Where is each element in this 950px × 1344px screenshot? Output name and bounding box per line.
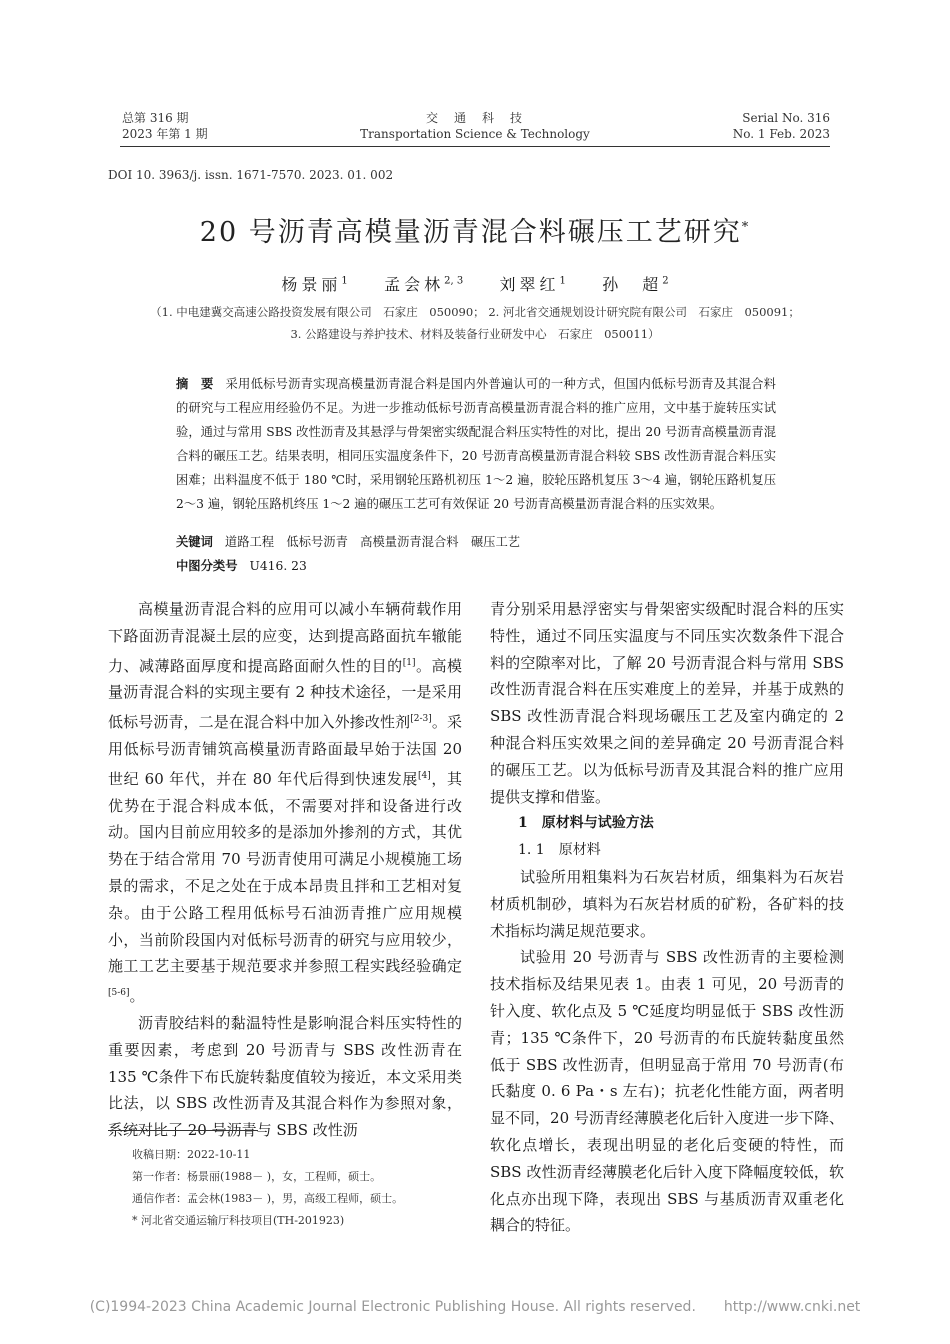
- footnote-received: 收稿日期：2022-10-11: [132, 1148, 251, 1161]
- header-journal-cn: 交 通 科 技: [425, 111, 524, 125]
- affiliation-line-2: 3. 公路建设与养护技术、材料及装备行业研发中心 石家庄 050011）: [290, 327, 660, 341]
- header-issue: [122, 110, 208, 142]
- keywords: [176, 532, 776, 550]
- header-date: No. 1 Feb. 2023: [732, 127, 830, 141]
- header-journal: [300, 110, 650, 142]
- footnote-fund: * 河北省交通运输厅科技项目(TH-201923): [132, 1214, 345, 1227]
- citation: [2-3]: [410, 714, 432, 725]
- author: 刘翠红$^1$: [499, 275, 566, 294]
- abstract: [176, 372, 776, 516]
- body-paragraph: 沥青胶结料的黏温特性是影响混合料压实特性的重要因素，考虑到 20 号沥青与 SBS 改性沥青在 135 ℃条件下布氏旋转黏度值较为接近，本文采用类比法，以 SBS 改性沥青及其混合料作为参照对象，系统对比了 20 号沥青与 SBS 改性沥: [108, 1013, 462, 1140]
- body-right-column: [490, 596, 844, 1239]
- section-heading: 1 原材料与试验方法: [518, 815, 654, 832]
- header-serial-no: Serial No. 316: [742, 111, 830, 125]
- footnote-first-author: 第一作者：杨景丽(1988－ )，女，工程师，硕士。: [132, 1170, 382, 1183]
- header-serial: [733, 110, 830, 142]
- author-list: [100, 272, 850, 295]
- body-paragraph: 试验所用粗集料为石灰岩材质，细集料为石灰岩材质机制砂，填料为石灰岩材质的矿粉，各矿料的技术指标均满足规范要求。: [490, 867, 844, 940]
- body-paragraph: 青分别采用悬浮密实与骨架密实级配时混合料的压实特性，通过不同压实温度与不同压实次数条件下混合料的空隙率对比，了解 20 号沥青混合料与常用 SBS 改性沥青混合料在压实难度上的差异，并基于成熟的 SBS 改性沥青混合料现场碾压工艺及室内确定的 2 种混合料压实效果之间的差异确定 20 号沥青混合料的碾压工艺。以为低标号沥青及其混合料的推广应用提供支撑和借鉴。: [490, 600, 844, 806]
- clc-number: [176, 556, 776, 574]
- author: 杨景丽$^1$: [281, 275, 348, 294]
- clc-label: 中图分类号: [176, 558, 238, 573]
- copyright-footer: (C)1994-2023 China Academic Journal Electronic Publishing House. All rights reserved. http://www.cnki.net: [89, 1299, 861, 1315]
- abstract-text: 采用低标号沥青实现高模量沥青混合料是国内外普遍认可的一种方式，但国内低标号沥青及其混合料的研究与工程应用经验仍不足。为进一步推动低标号沥青高模量沥青混合料的推广应用，文中基于旋转压实试验，通过与常用 SBS 改性沥青及其悬浮与骨架密实级配混合料压实特性的对比，提出 20 号沥青高模量沥青混合料的碾压工艺。结果表明，相同压实温度条件下，20 号沥青高模量沥青混合料较 SBS 改性沥青混合料压实困难；出料温度不低于 180 ℃时，采用钢轮压路机初压 1～2 遍，胶轮压路机复压 3～4 遍，钢轮压路机复压 2～3 遍，钢轮压路机终压 1～2 遍的碾压工艺可有效保证 20 号沥青高模量沥青混合料的压实效果。: [176, 377, 776, 511]
- title-footnote-mark: *: [741, 220, 751, 235]
- paper-title: [100, 210, 850, 249]
- footnote-corresponding: 通信作者：孟会林(1983－ )，男，高级工程师，硕士。: [132, 1192, 404, 1205]
- body-left-column: [108, 596, 462, 1144]
- clc-text: U416. 23: [249, 559, 307, 573]
- header-journal-en: Transportation Science & Technology: [360, 127, 590, 141]
- footnote-divider: [108, 1130, 258, 1131]
- body-paragraph: 试验用 20 号沥青与 SBS 改性沥青的主要检测技术指标及结果见表 1。由表 1 可见，20 号沥青的针入度、软化点及 5 ℃延度均明显低于 SBS 改性沥青；135 ℃条件下，20 号沥青的布氏旋转黏度虽然低于 SBS 改性沥青，但明显高于常用 70 号沥青(布氏黏度 0. 6 Pa・s 左右)；抗老化性能方面，两者明显不同，20 号沥青经薄膜老化后针入度进一步下降、软化点增长，表现出明显的老化后变硬的特性，而 SBS 改性沥青经薄膜老化后针入度下降幅度较低，软化点亦出现下降，表现出 SBS 与基质沥青双重老化耦合的特征。: [490, 948, 844, 1235]
- subsection-heading: 1. 1 原材料: [518, 842, 601, 859]
- abstract-label: 摘 要: [176, 376, 214, 391]
- paper-title-text: 20 号沥青高模量沥青混合料碾压工艺研究: [199, 217, 742, 248]
- author: 孙 超$^2$: [602, 275, 669, 294]
- citation: [5-6]: [108, 988, 130, 999]
- affiliation-line-1: （1. 中电建冀交高速公路投资发展有限公司 石家庄 050090； 2. 河北省交通规划设计研究院有限公司 石家庄 050091；: [150, 305, 800, 319]
- keywords-label: 关键词: [176, 534, 213, 549]
- keywords-text: 道路工程 低标号沥青 高模量沥青混合料 碾压工艺: [224, 535, 521, 549]
- doi: DOI 10. 3963/j. issn. 1671-7570. 2023. 01. 002: [108, 168, 394, 182]
- citation: [1]: [402, 657, 416, 668]
- body-paragraph: 高模量沥青混合料的应用可以减小车辆荷载作用下路面沥青混凝土层的应变，达到提高路面抗车辙能力、减薄路面厚度和提高路面耐久性的目的[1]。高模量沥青混合料的实现主要有 2 种技术途径，一是采用低标号沥青，二是在混合料中加入外掺改性剂[2-3]。采用低标号沥青铺筑高模量沥青路面最早始于法国 20 世纪 60 年代，并在 80 年代后得到快速发展[4]，其优势在于混合料成本低，不需要对拌和设备进行改动。国内目前应用较多的是添加外掺剂的方式，其优势在于结合常用 70 号沥青使用可满足小规模施工场景的需求，不足之处在于成本昂贵且拌和工艺相对复杂。由于公路工程用低标号石油沥青推广应用规模小，当前阶段国内对低标号沥青的研究与应用较少，施工工艺主要基于规范要求并参照工程实践经验确定[5-6]。: [108, 600, 462, 1006]
- header-total-issue: 总第 316 期: [122, 111, 189, 125]
- citation: [4]: [417, 770, 431, 781]
- header-divider: [120, 146, 830, 147]
- header-year-issue: 2023 年第 1 期: [122, 127, 208, 141]
- author: 孟会林$^{2, 3}$: [384, 275, 464, 294]
